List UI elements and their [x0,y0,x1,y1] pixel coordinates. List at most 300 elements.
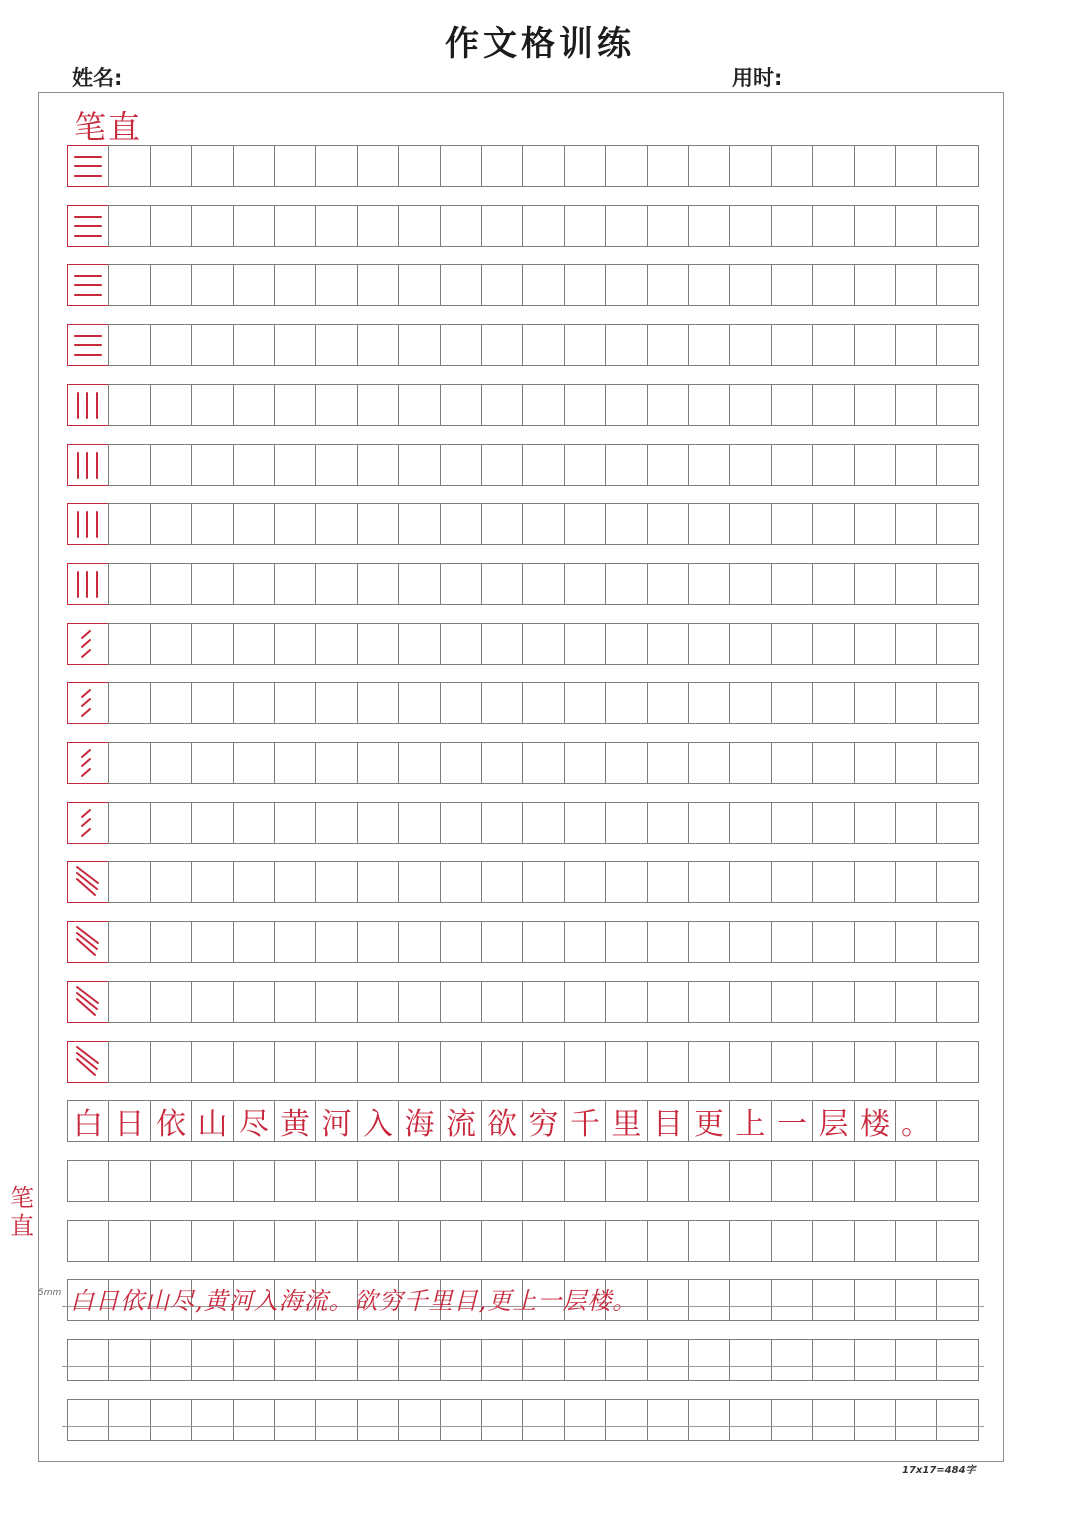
grid-cell[interactable] [605,264,648,306]
grid-cell[interactable] [440,742,482,784]
grid-cell[interactable] [108,444,151,486]
grid-cell[interactable] [191,921,234,963]
grid-cell[interactable] [564,921,606,963]
grid-cell[interactable] [357,1041,399,1083]
grid-cell[interactable] [647,1160,689,1202]
grid-cell[interactable] [729,503,772,545]
grid-cell[interactable] [481,802,523,844]
grid-cell[interactable] [564,503,606,545]
grid-cell[interactable] [936,205,979,247]
grid-cell[interactable] [191,205,234,247]
grid-cell[interactable] [150,1160,192,1202]
grid-cell[interactable] [398,1160,441,1202]
grid-cell[interactable] [688,802,730,844]
grid-cell[interactable] [522,1100,565,1142]
grid-cell[interactable] [895,1041,937,1083]
grid-cell[interactable] [274,384,316,426]
grid-cell[interactable] [647,1100,689,1142]
grid-cell[interactable] [605,861,648,903]
grid-cell[interactable] [481,444,523,486]
grid-cell[interactable] [398,682,441,724]
grid-cell[interactable] [233,921,275,963]
grid-cell[interactable] [936,145,979,187]
grid-cell[interactable] [481,1220,523,1262]
grid-cell[interactable] [315,1339,358,1381]
grid-cell[interactable] [771,682,813,724]
grid-cell[interactable] [605,682,648,724]
grid-cell[interactable] [895,1160,937,1202]
grid-cell[interactable] [150,802,192,844]
stroke-example-cell[interactable] [67,682,109,724]
grid-cell[interactable] [357,264,399,306]
grid-cell[interactable] [771,384,813,426]
grid-cell[interactable] [481,1339,523,1381]
grid-cell[interactable] [108,981,151,1023]
grid-cell[interactable] [605,1399,648,1441]
grid-cell[interactable] [564,742,606,784]
grid-cell[interactable] [936,1399,979,1441]
grid-cell[interactable] [150,1399,192,1441]
grid-cell[interactable] [108,1100,151,1142]
grid-cell[interactable] [274,503,316,545]
grid-cell[interactable] [812,1100,855,1142]
grid-cell[interactable] [440,384,482,426]
grid-cell[interactable] [108,1220,151,1262]
grid-cell[interactable] [191,264,234,306]
grid-cell[interactable] [729,1160,772,1202]
grid-cell[interactable] [771,444,813,486]
grid-cell[interactable] [812,264,855,306]
grid-cell[interactable] [771,1339,813,1381]
grid-cell[interactable] [481,324,523,366]
grid-cell[interactable] [440,1339,482,1381]
grid-cell[interactable] [729,1220,772,1262]
grid-cell[interactable] [564,1399,606,1441]
grid-cell[interactable] [398,921,441,963]
grid-cell[interactable] [315,1220,358,1262]
grid-cell[interactable] [605,981,648,1023]
grid-cell[interactable] [771,145,813,187]
grid-cell[interactable] [191,1100,234,1142]
grid-cell[interactable] [440,1100,482,1142]
grid-cell[interactable] [729,1399,772,1441]
grid-cell[interactable] [812,324,855,366]
grid-cell[interactable] [647,1399,689,1441]
grid-cell[interactable] [688,503,730,545]
grid-cell[interactable] [688,1279,730,1321]
grid-cell[interactable] [274,742,316,784]
grid-cell[interactable] [357,324,399,366]
grid-cell[interactable] [481,205,523,247]
grid-cell[interactable] [440,264,482,306]
grid-cell[interactable] [895,444,937,486]
grid-cell[interactable] [150,921,192,963]
grid-cell[interactable] [729,324,772,366]
grid-cell[interactable] [440,921,482,963]
grid-cell[interactable] [688,384,730,426]
grid-cell[interactable] [605,384,648,426]
grid-cell[interactable] [274,1100,316,1142]
grid-cell[interactable] [647,623,689,665]
grid-cell[interactable] [150,1220,192,1262]
grid-cell[interactable] [854,1399,896,1441]
stroke-example-cell[interactable] [67,802,109,844]
grid-cell[interactable] [854,1100,896,1142]
grid-cell[interactable] [274,1220,316,1262]
grid-cell[interactable] [647,682,689,724]
grid-cell[interactable] [936,921,979,963]
grid-cell[interactable] [729,623,772,665]
grid-cell[interactable] [688,1100,730,1142]
grid-cell[interactable] [108,1399,151,1441]
grid-cell[interactable] [688,1339,730,1381]
grid-cell[interactable] [812,384,855,426]
grid-cell[interactable] [564,205,606,247]
grid-cell[interactable] [150,742,192,784]
grid-cell[interactable] [357,145,399,187]
grid-cell[interactable] [895,921,937,963]
grid-cell[interactable] [315,861,358,903]
grid-cell[interactable] [647,1339,689,1381]
stroke-example-cell[interactable] [67,1041,109,1083]
grid-cell[interactable] [357,384,399,426]
grid-cell[interactable] [191,1220,234,1262]
grid-cell[interactable] [936,682,979,724]
grid-cell[interactable] [274,444,316,486]
grid-cell[interactable] [108,264,151,306]
grid-cell[interactable] [729,1279,772,1321]
grid-cell[interactable] [854,205,896,247]
grid-cell[interactable] [398,1041,441,1083]
grid-cell[interactable] [564,1041,606,1083]
grid-cell[interactable] [315,623,358,665]
grid-cell[interactable] [398,1100,441,1142]
grid-cell[interactable] [729,563,772,605]
grid-cell[interactable] [729,444,772,486]
grid-cell[interactable] [233,802,275,844]
grid-cell[interactable] [398,384,441,426]
grid-cell[interactable] [315,742,358,784]
grid-cell[interactable] [522,861,565,903]
stroke-example-cell[interactable] [67,503,109,545]
grid-cell[interactable] [315,1160,358,1202]
grid-cell[interactable] [67,1160,109,1202]
grid-cell[interactable] [895,1220,937,1262]
grid-cell[interactable] [398,324,441,366]
grid-cell[interactable] [729,981,772,1023]
grid-cell[interactable] [440,682,482,724]
grid-cell[interactable] [315,145,358,187]
grid-cell[interactable] [854,1279,896,1321]
grid-cell[interactable] [895,563,937,605]
grid-cell[interactable] [191,861,234,903]
grid-cell[interactable] [108,1041,151,1083]
grid-cell[interactable] [108,861,151,903]
grid-cell[interactable] [440,1399,482,1441]
grid-cell[interactable] [771,563,813,605]
grid-cell[interactable] [274,563,316,605]
grid-cell[interactable] [854,981,896,1023]
grid-cell[interactable] [108,802,151,844]
grid-cell[interactable] [315,205,358,247]
grid-cell[interactable] [233,861,275,903]
grid-cell[interactable] [522,205,565,247]
grid-cell[interactable] [315,563,358,605]
grid-cell[interactable] [812,742,855,784]
grid-cell[interactable] [771,1041,813,1083]
grid-cell[interactable] [771,205,813,247]
grid-cell[interactable] [647,802,689,844]
grid-cell[interactable] [108,324,151,366]
grid-cell[interactable] [812,1339,855,1381]
grid-cell[interactable] [729,682,772,724]
grid-cell[interactable] [108,623,151,665]
grid-cell[interactable] [398,264,441,306]
grid-cell[interactable] [647,563,689,605]
grid-cell[interactable] [688,1160,730,1202]
grid-cell[interactable] [398,1339,441,1381]
grid-cell[interactable] [274,921,316,963]
grid-cell[interactable] [895,1279,937,1321]
grid-cell[interactable] [233,1160,275,1202]
grid-cell[interactable] [357,444,399,486]
grid-cell[interactable] [936,623,979,665]
grid-cell[interactable] [357,742,399,784]
grid-cell[interactable] [564,145,606,187]
grid-cell[interactable] [108,742,151,784]
grid-cell[interactable] [398,503,441,545]
grid-cell[interactable] [564,623,606,665]
grid-cell[interactable] [233,1100,275,1142]
grid-cell[interactable] [481,384,523,426]
grid-cell[interactable] [233,324,275,366]
grid-cell[interactable] [233,503,275,545]
grid-cell[interactable] [357,503,399,545]
grid-cell[interactable] [440,802,482,844]
grid-cell[interactable] [812,1279,855,1321]
grid-cell[interactable] [315,1041,358,1083]
grid-cell[interactable] [729,205,772,247]
grid-cell[interactable] [854,145,896,187]
grid-cell[interactable] [647,1041,689,1083]
stroke-example-cell[interactable] [67,205,109,247]
grid-cell[interactable] [729,1339,772,1381]
grid-cell[interactable] [688,205,730,247]
grid-cell[interactable] [150,444,192,486]
grid-cell[interactable] [688,324,730,366]
grid-cell[interactable] [440,981,482,1023]
grid-cell[interactable] [895,324,937,366]
grid-cell[interactable] [605,742,648,784]
grid-cell[interactable] [233,981,275,1023]
grid-cell[interactable] [854,1339,896,1381]
grid-cell[interactable] [481,1041,523,1083]
grid-cell[interactable] [315,921,358,963]
grid-cell[interactable] [191,682,234,724]
grid-cell[interactable] [233,145,275,187]
grid-cell[interactable] [854,921,896,963]
grid-cell[interactable] [564,1220,606,1262]
grid-cell[interactable] [854,384,896,426]
grid-cell[interactable] [440,205,482,247]
grid-cell[interactable] [564,802,606,844]
grid-cell[interactable] [440,623,482,665]
grid-cell[interactable] [440,1160,482,1202]
grid-cell[interactable] [688,444,730,486]
stroke-example-cell[interactable] [67,861,109,903]
grid-cell[interactable] [233,1220,275,1262]
grid-cell[interactable] [398,981,441,1023]
grid-cell[interactable] [150,623,192,665]
grid-cell[interactable] [812,1220,855,1262]
grid-cell[interactable] [812,802,855,844]
grid-cell[interactable] [812,205,855,247]
grid-cell[interactable] [233,1339,275,1381]
grid-cell[interactable] [688,264,730,306]
grid-cell[interactable] [812,623,855,665]
grid-cell[interactable] [315,802,358,844]
grid-cell[interactable] [688,921,730,963]
grid-cell[interactable] [936,1100,979,1142]
grid-cell[interactable] [233,563,275,605]
grid-cell[interactable] [233,264,275,306]
grid-cell[interactable] [150,205,192,247]
grid-cell[interactable] [729,921,772,963]
grid-cell[interactable] [771,1160,813,1202]
grid-cell[interactable] [150,563,192,605]
grid-cell[interactable] [398,802,441,844]
grid-cell[interactable] [936,802,979,844]
grid-cell[interactable] [233,1399,275,1441]
grid-cell[interactable] [315,264,358,306]
grid-cell[interactable] [936,1041,979,1083]
grid-cell[interactable] [522,444,565,486]
grid-cell[interactable] [936,503,979,545]
grid-cell[interactable] [647,324,689,366]
grid-cell[interactable] [647,742,689,784]
grid-cell[interactable] [274,1339,316,1381]
grid-cell[interactable] [771,861,813,903]
grid-cell[interactable] [274,1399,316,1441]
grid-cell[interactable] [522,264,565,306]
grid-cell[interactable] [274,861,316,903]
grid-cell[interactable] [191,1399,234,1441]
grid-cell[interactable] [357,921,399,963]
grid-cell[interactable] [812,921,855,963]
stroke-example-cell[interactable] [67,623,109,665]
grid-cell[interactable] [150,324,192,366]
grid-cell[interactable] [191,1160,234,1202]
grid-cell[interactable] [481,563,523,605]
grid-cell[interactable] [108,145,151,187]
grid-cell[interactable] [812,981,855,1023]
grid-cell[interactable] [854,444,896,486]
grid-cell[interactable] [233,742,275,784]
grid-cell[interactable] [150,981,192,1023]
grid-cell[interactable] [564,384,606,426]
grid-cell[interactable] [150,861,192,903]
grid-cell[interactable] [729,145,772,187]
grid-cell[interactable] [274,623,316,665]
grid-cell[interactable] [854,563,896,605]
grid-cell[interactable] [233,384,275,426]
grid-cell[interactable] [771,981,813,1023]
stroke-example-cell[interactable] [67,563,109,605]
grid-cell[interactable] [108,205,151,247]
grid-cell[interactable] [315,1399,358,1441]
grid-cell[interactable] [398,742,441,784]
grid-cell[interactable] [854,623,896,665]
grid-cell[interactable] [233,682,275,724]
grid-cell[interactable] [233,623,275,665]
grid-cell[interactable] [647,861,689,903]
grid-cell[interactable] [771,623,813,665]
grid-cell[interactable] [605,623,648,665]
grid-cell[interactable] [605,444,648,486]
grid-cell[interactable] [854,861,896,903]
grid-cell[interactable] [315,324,358,366]
grid-cell[interactable] [564,324,606,366]
grid-cell[interactable] [357,861,399,903]
stroke-example-cell[interactable] [67,742,109,784]
grid-cell[interactable] [481,682,523,724]
grid-cell[interactable] [771,264,813,306]
grid-cell[interactable] [729,742,772,784]
grid-cell[interactable] [647,503,689,545]
grid-cell[interactable] [357,1399,399,1441]
grid-cell[interactable] [895,205,937,247]
grid-cell[interactable] [564,1100,606,1142]
grid-cell[interactable] [895,802,937,844]
grid-cell[interactable] [564,1339,606,1381]
grid-cell[interactable] [729,802,772,844]
grid-cell[interactable] [357,563,399,605]
grid-cell[interactable] [191,1041,234,1083]
grid-cell[interactable] [191,802,234,844]
grid-cell[interactable] [854,264,896,306]
grid-cell[interactable] [854,802,896,844]
grid-cell[interactable] [522,742,565,784]
grid-cell[interactable] [398,861,441,903]
grid-cell[interactable] [771,921,813,963]
grid-cell[interactable] [812,682,855,724]
grid-cell[interactable] [688,981,730,1023]
stroke-example-cell[interactable] [67,145,109,187]
grid-cell[interactable] [357,802,399,844]
grid-cell[interactable] [854,503,896,545]
grid-cell[interactable] [315,682,358,724]
grid-cell[interactable] [357,981,399,1023]
grid-cell[interactable] [688,623,730,665]
grid-cell[interactable] [647,205,689,247]
grid-cell[interactable] [647,384,689,426]
grid-cell[interactable] [481,861,523,903]
grid-cell[interactable] [936,861,979,903]
grid-cell[interactable] [771,1100,813,1142]
grid-cell[interactable] [440,1041,482,1083]
grid-cell[interactable] [647,264,689,306]
grid-cell[interactable] [812,1041,855,1083]
grid-cell[interactable] [936,1220,979,1262]
grid-cell[interactable] [522,981,565,1023]
grid-cell[interactable] [812,444,855,486]
grid-cell[interactable] [191,623,234,665]
grid-cell[interactable] [936,742,979,784]
grid-cell[interactable] [522,324,565,366]
grid-cell[interactable] [688,1041,730,1083]
grid-cell[interactable] [936,981,979,1023]
grid-cell[interactable] [605,1220,648,1262]
